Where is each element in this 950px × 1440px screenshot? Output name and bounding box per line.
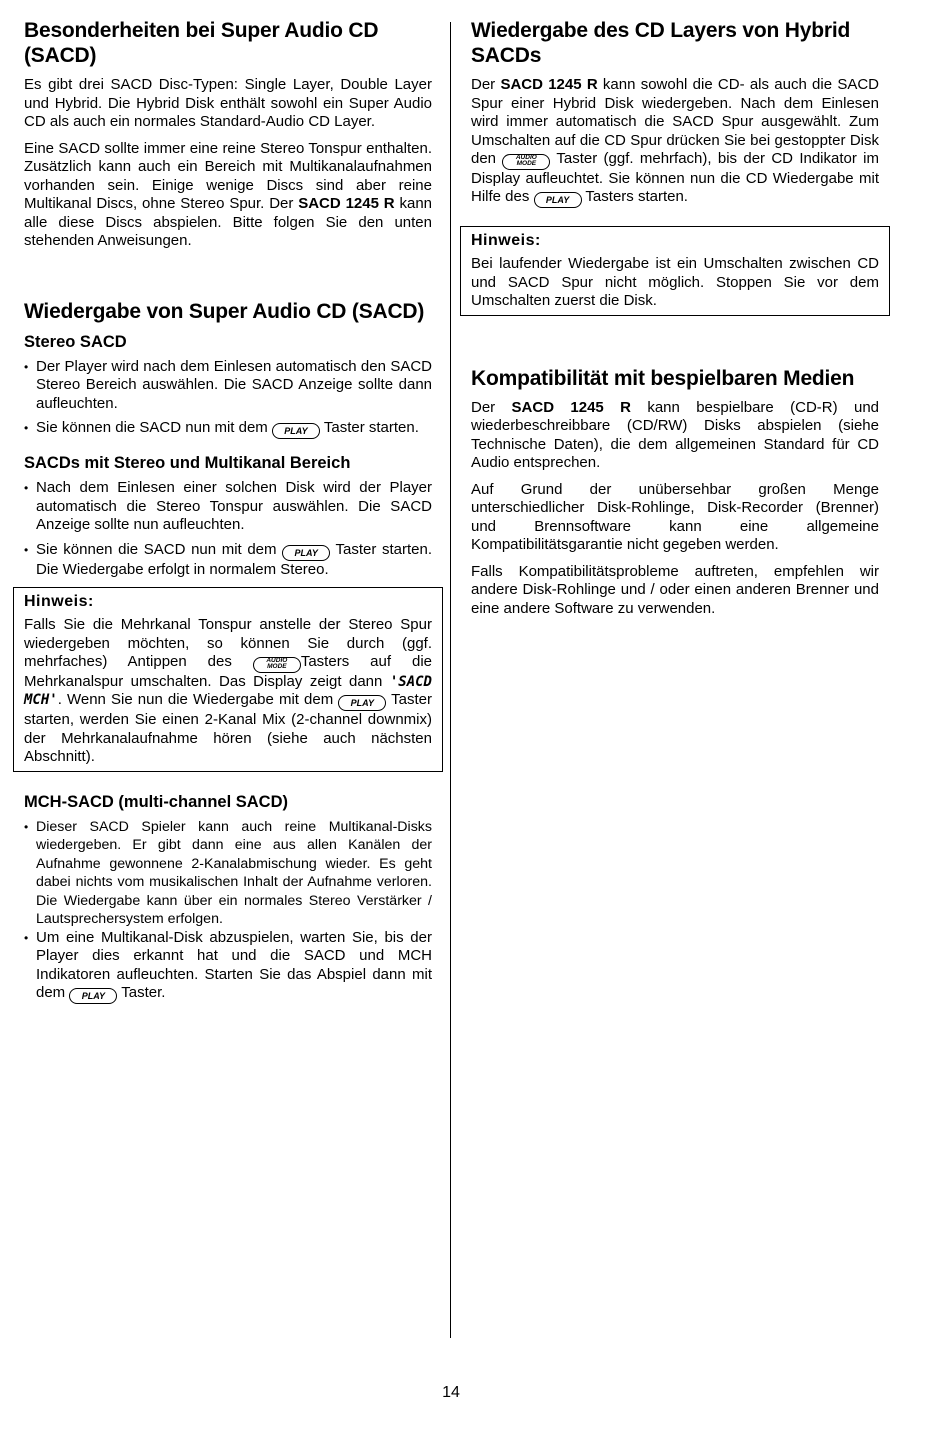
list-item: • Nach dem Einlesen einer solchen Disk wird der Player automatisch die Stereo Tonspur auswählen. Die SACD Anzeige sollte nun aufleuchten. <box>24 479 432 535</box>
hint-box-switching <box>460 226 890 316</box>
column-divider <box>450 22 451 1338</box>
list-item: • Um eine Multikanal-Disk abzuspielen, warten Sie, bis der Player dies erkannt hat und die SACD und MCH Indikatoren aufleuchten. Starten Sie das Abspiel dann mit dem PLAY Taster. <box>24 929 432 1005</box>
play-button-icon: PLAY <box>272 423 320 439</box>
display-readout: 'SACD MCH' <box>24 673 432 708</box>
paragraph-stereo-track: Eine SACD sollte immer eine reine Stereo Tonspur enthalten. Zusätzlich kann auch ein Bereich mit Multikanalaufnahmen vorhanden sein. Einige wenige Discs sind aber reine Multikanal Discs, ohne Stereo Spur. Der SACD 1245 R kann alle diese Discs abspielen. Bitte folgen Sie den unten stehenden Anweisungen. <box>24 139 432 249</box>
list-item: • Sie können die SACD nun mit dem PLAY Taster starten. <box>24 419 432 439</box>
paragraph-recordable-media: Der SACD 1245 R kann bespielbare (CD-R) und wiederbeschreibbare (CD/RW) Disks abspielen (siehe Technische Daten), die dem allgemeinen Standard für CD Audio entsprechen. <box>471 398 879 471</box>
play-button-icon: PLAY <box>338 695 386 711</box>
subheading-stereo-sacd: Stereo SACD <box>24 332 127 351</box>
list-item: • Der Player wird nach dem Einlesen automatisch den SACD Stereo Bereich auswählen. Die SACD Anzeige sollte dann aufleuchten. <box>24 358 432 414</box>
right-column <box>471 18 879 626</box>
audio-mode-button-icon: AUDIO MODE <box>253 657 301 673</box>
hint-text: Falls Sie die Mehrkanal Tonspur anstelle der Stereo Spur wiedergeben möchten, so können Sie durch (ggf. mehrfaches) Antippen des AUDIO MODE Tasters auf die Mehrkanalspur umschalten. Das Display zeigt dann 'SACD MCH'. Wenn Sie nun die Wiedergabe mit dem PLAY Taster starten, werden Sie einen 2-Kanal Mix (2-channel downmix) der Mehrkanalaufnahme hören (siehe auch nächsten Abschnitt). <box>24 616 432 765</box>
hint-title: Hinweis: <box>471 232 541 249</box>
play-button-icon: PLAY <box>282 545 330 561</box>
subheading-mch-sacd: MCH-SACD (multi-channel SACD) <box>24 792 288 811</box>
audio-mode-button-icon: AUDIO MODE <box>502 154 550 170</box>
heading-sacd-playback: Wiedergabe von Super Audio CD (SACD) <box>24 299 425 323</box>
model-name: SACD 1245 R <box>500 76 598 93</box>
list-stereo-multichannel <box>24 479 432 579</box>
paragraph-compatibility-problems: Falls Kompatibilitätsprobleme auftreten, empfehlen wir andere Disk-Rohlinge und / oder einen anderen Brenner und eine andere Software zu verwenden. <box>471 562 879 617</box>
model-name: SACD 1245 R <box>298 195 395 212</box>
heading-compatibility: Kompatibilität mit bespielbaren Medien <box>471 366 855 390</box>
subheading-stereo-multichannel: SACDs mit Stereo und Multikanal Bereich <box>24 454 351 472</box>
play-button-icon: PLAY <box>534 192 582 208</box>
hint-title: Hinweis: <box>24 593 94 610</box>
page-number: 14 <box>442 1384 460 1401</box>
play-button-icon: PLAY <box>69 988 117 1004</box>
heading-sacd-features: Besonderheiten bei Super Audio CD (SACD) <box>24 19 379 67</box>
hint-box-multichannel <box>13 587 443 772</box>
model-name: SACD 1245 R <box>511 398 631 416</box>
list-mch-sacd <box>24 818 432 1005</box>
heading-cd-layer-playback: Wiedergabe des CD Layers von Hybrid SACDs <box>471 19 851 67</box>
paragraph-cd-layer: Der SACD 1245 R kann sowohl die CD- als auch die SACD Spur einer Hybrid Disk wiedergeben. Nach dem Einlesen wird immer automatisch die SACD Spur ausgewählt. Zum Umschalten auf die CD Spur drücken Sie bei gestoppter Disk den AUDIO MODE Taster (ggf. mehrfach), bis der CD Indikator im Display aufleuchtet. Sie können nun die CD Wiedergabe mit Hilfe des PLAY Tasters starten. <box>471 76 879 208</box>
left-column <box>24 18 432 1012</box>
paragraph-disc-types: Es gibt drei SACD Disc-Typen: Single Layer, Double Layer und Hybrid. Die Hybrid Disk enthält sowohl ein Super Audio CD als auch ein normales Standard-Audio CD Layer. <box>24 76 432 130</box>
paragraph-compatibility-guarantee: Auf Grund der unübersehbar großen Menge unterschiedlicher Disk-Rohlinge, Disk-Recorder (Brenner) und Brennsoftware kann eine allgemeine Kompatibilitätsgarantie nicht gegeben werden. <box>471 480 879 553</box>
hint-text: Bei laufender Wiedergabe ist ein Umschalten zwischen CD und SACD Spur nicht möglich. Stoppen Sie vor dem Umschalten zuerst die Disk. <box>471 255 879 309</box>
list-item: • Dieser SACD Spieler kann auch reine Multikanal-Disks wiedergeben. Er gibt dann eine aus allen Kanälen der Aufnahme gewonnene 2-Kanalabmischung wieder. Es geht dabei nichts vom musikalischen Inhalt der Aufnahme verloren. Die Wiedergabe kann über ein normales Stereo Verstärker / Lautsprechersystem erfolgen. <box>24 818 432 929</box>
list-stereo-sacd <box>24 358 432 440</box>
list-item: • Sie können die SACD nun mit dem PLAY Taster starten. Die Wiedergabe erfolgt in normalem Stereo. <box>24 541 432 580</box>
